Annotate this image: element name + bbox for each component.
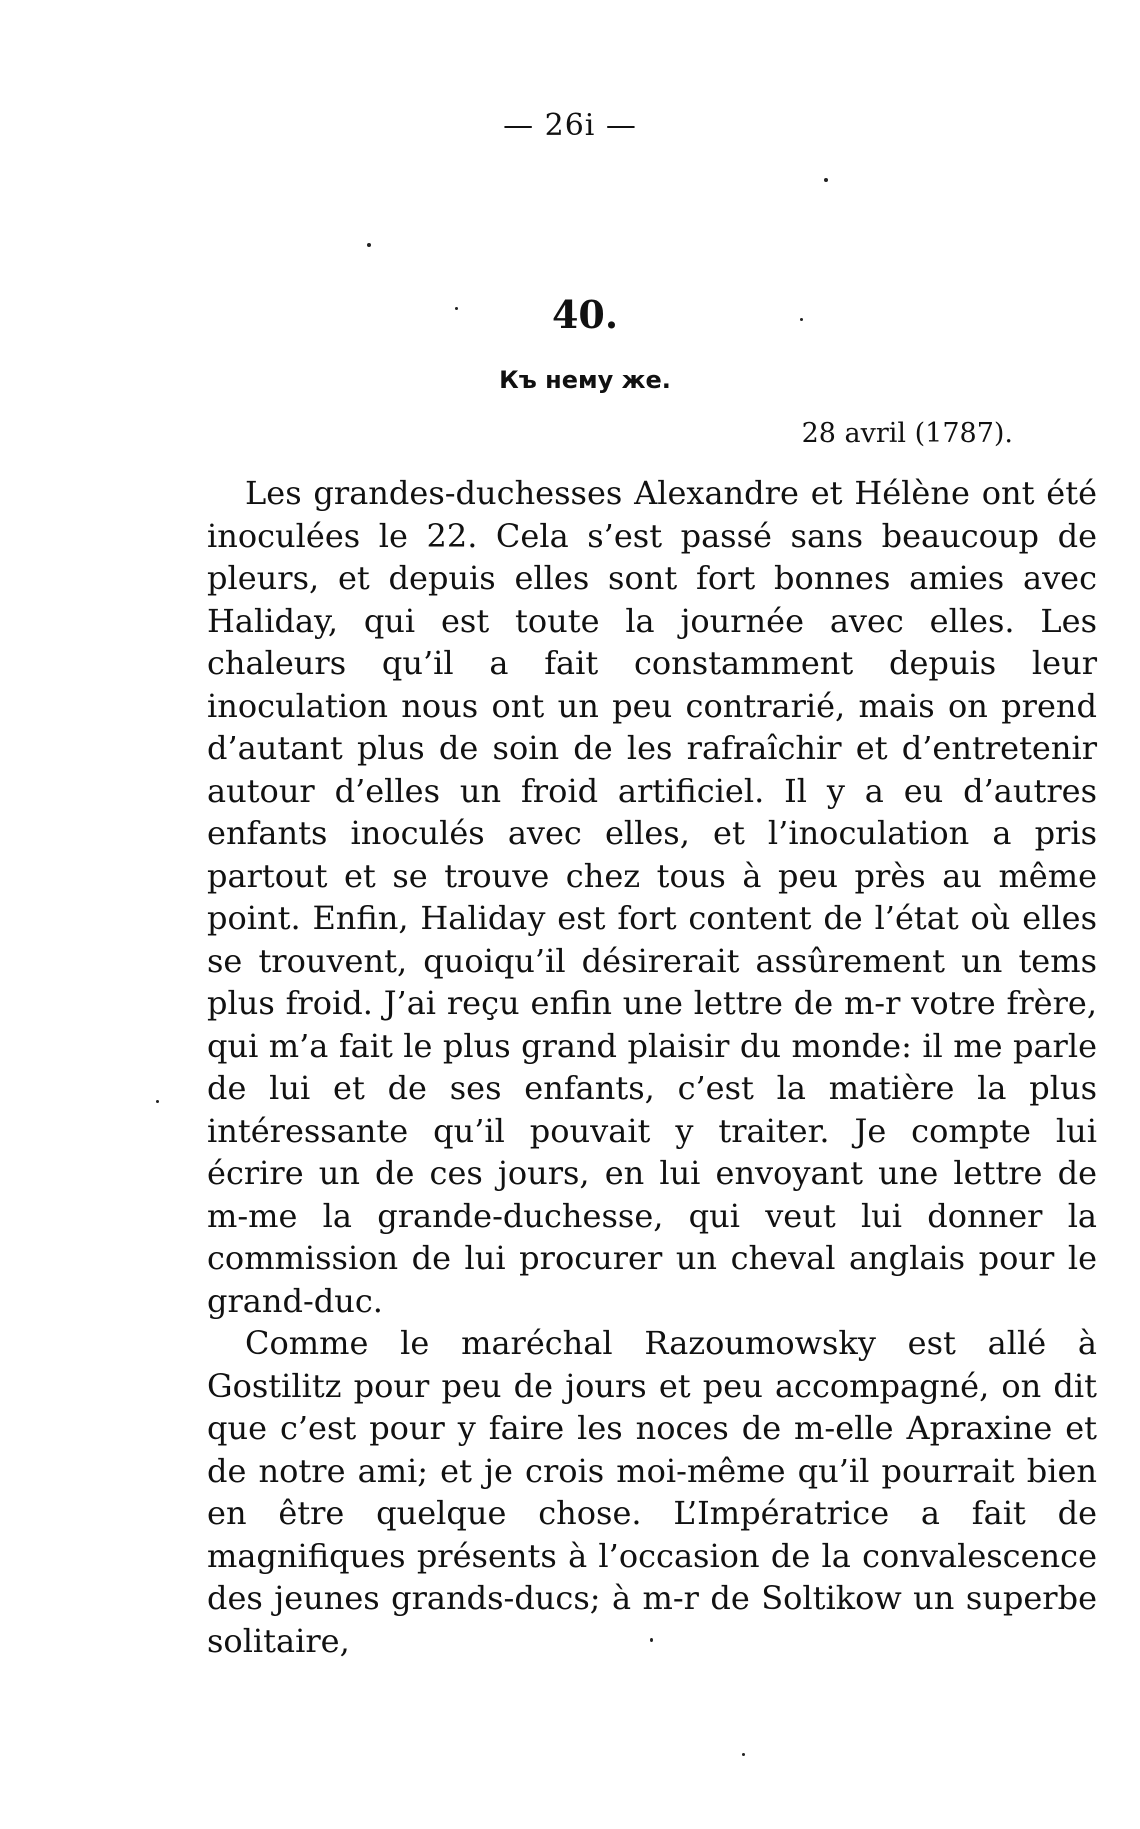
scan-speck xyxy=(650,1638,653,1642)
scan-speck xyxy=(455,307,458,310)
letter-date: 28 avril (1787). xyxy=(801,418,1013,449)
body-paragraph: Les grandes-duchesses Alexandre et Hélène ont été inoculées le 22. Cela s’est passé sans beaucoup de pleurs, et depuis elles sont fort bonnes amies avec Haliday, qui est toute la journée avec elles. Les chaleurs qu’il a fait constamment depuis leur inoculation nous ont un peu contrarié, mais on prend d’autant plus de soin de les rafraîchir et d’entretenir autour d’elles un froid artificiel. Il y a eu d’autres enfants inoculés avec elles, et l’inoculation a pris partout et se trouve chez tous à peu près au même point. Enfin, Haliday est fort content de l’état où elles se trouvent, quoiqu’il désirerait assûrement un tems plus froid. J’ai reçu enfin une lettre de m-r votre frère, qui m’a fait le plus grand plaisir du monde: il me parle de lui et de ses enfants, c’est la matière la plus intéressante qu’il pouvait y traiter. Je compte lui écrire un de ces jours, en lui envoyant une lettre de m-me la grande-duchesse, qui veut lui donner la commission de lui procurer un cheval anglais pour le grand-duc. xyxy=(207,474,1097,1320)
letter-number: 40. xyxy=(551,292,619,337)
scan-speck xyxy=(156,1100,159,1103)
page-number: — 26i — xyxy=(503,108,637,143)
scan-speck xyxy=(800,318,803,321)
scan-speck xyxy=(742,1753,745,1756)
letter-body xyxy=(207,472,1097,1662)
scan-speck xyxy=(824,178,828,182)
letter-addressee: Къ нему же. xyxy=(499,366,671,394)
body-paragraph: Comme le maréchal Razoumowsky est allé à Gostilitz pour peu de jours et peu accompagné, on dit que c’est pour y faire les noces de m-elle Apraxine et de notre ami; et je crois moi-même qu’il pourrait bien en être quelque chose. L’Impératrice a fait de magnifiques présents à l’occasion de la convalescence des jeunes grands-ducs; à m-r de Soltikow un superbe solitaire, xyxy=(207,1324,1097,1660)
scan-speck xyxy=(367,243,371,247)
